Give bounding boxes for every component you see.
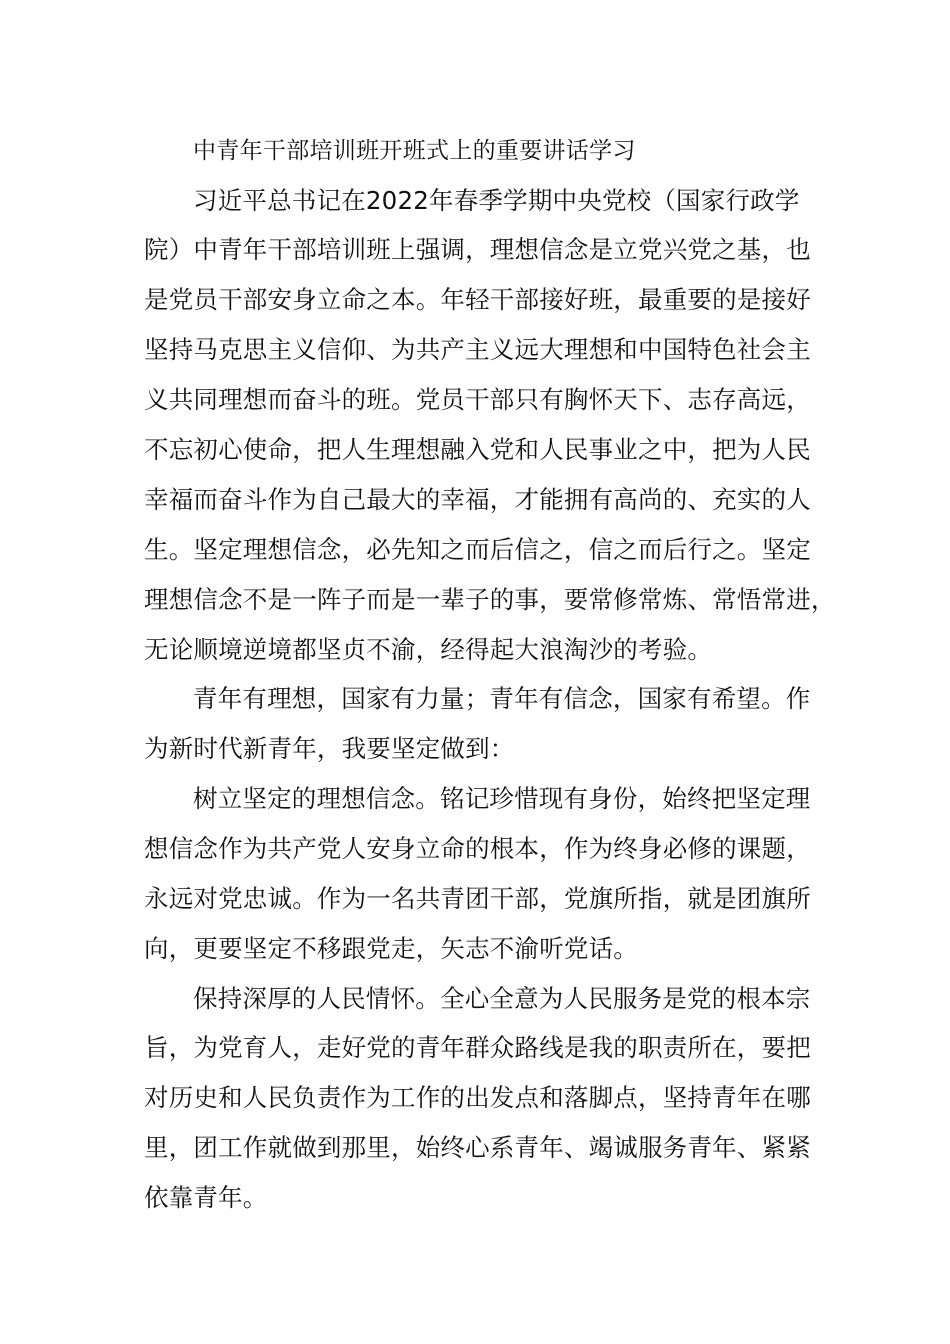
paragraph-line: 生。坚定理想信念，必先知之而后信之，信之而后行之。坚定 [144,535,811,564]
paragraph-line: 院）中青年干部培训班上强调，理想信念是立党兴党之基，也 [144,235,811,264]
paragraph-line: 里，团工作就做到那里，始终心系青年、竭诚服务青年、紧紧 [144,1133,811,1162]
paragraph-line: 习近平总书记在2022年春季学期中央党校（国家行政学 [193,186,800,215]
paragraph-line: 旨，为党育人，走好党的青年群众路线是我的职责所在，要把 [144,1033,811,1062]
paragraph-line: 想信念作为共产党人安身立命的根本，作为终身必修的课题， [144,834,811,863]
paragraph-line: 树立坚定的理想信念。铭记珍惜现有身份，始终把坚定理 [193,784,811,813]
paragraph-line: 坚持马克思主义信仰、为共产主义远大理想和中国特色社会主 [144,335,811,364]
paragraph-line: 保持深厚的人民情怀。全心全意为人民服务是党的根本宗 [193,984,811,1013]
paragraph-line: 向，更要坚定不移跟党走，矢志不渝听党话。 [144,934,638,963]
paragraph-line: 理想信念不是一阵子而是一辈子的事，要常修常炼、常悟常进， [144,585,836,614]
paragraph-line: 是党员干部安身立命之本。年轻干部接好班，最重要的是接好 [144,285,811,314]
paragraph-line: 为新时代新青年，我要坚定做到： [144,734,515,763]
paragraph-line: 不忘初心使命，把人生理想融入党和人民事业之中，把为人民 [144,435,811,464]
document-title: 中青年干部培训班开班式上的重要讲话学习 [193,138,636,164]
paragraph-line: 幸福而奋斗作为自己最大的幸福，才能拥有高尚的、充实的人 [144,485,811,514]
paragraph-line: 依靠青年。 [144,1183,268,1212]
paragraph-line: 对历史和人民负责作为工作的出发点和落脚点，坚持青年在哪 [144,1083,811,1112]
paragraph-line: 永远对党忠诚。作为一名共青团干部，党旗所指，就是团旗所 [144,884,811,913]
paragraph-line: 义共同理想而奋斗的班。党员干部只有胸怀天下、志存高远， [144,385,811,414]
paragraph-line: 青年有理想，国家有力量；青年有信念，国家有希望。作 [193,684,811,713]
paragraph-line: 无论顺境逆境都坚贞不渝，经得起大浪淘沙的考验。 [144,635,713,664]
